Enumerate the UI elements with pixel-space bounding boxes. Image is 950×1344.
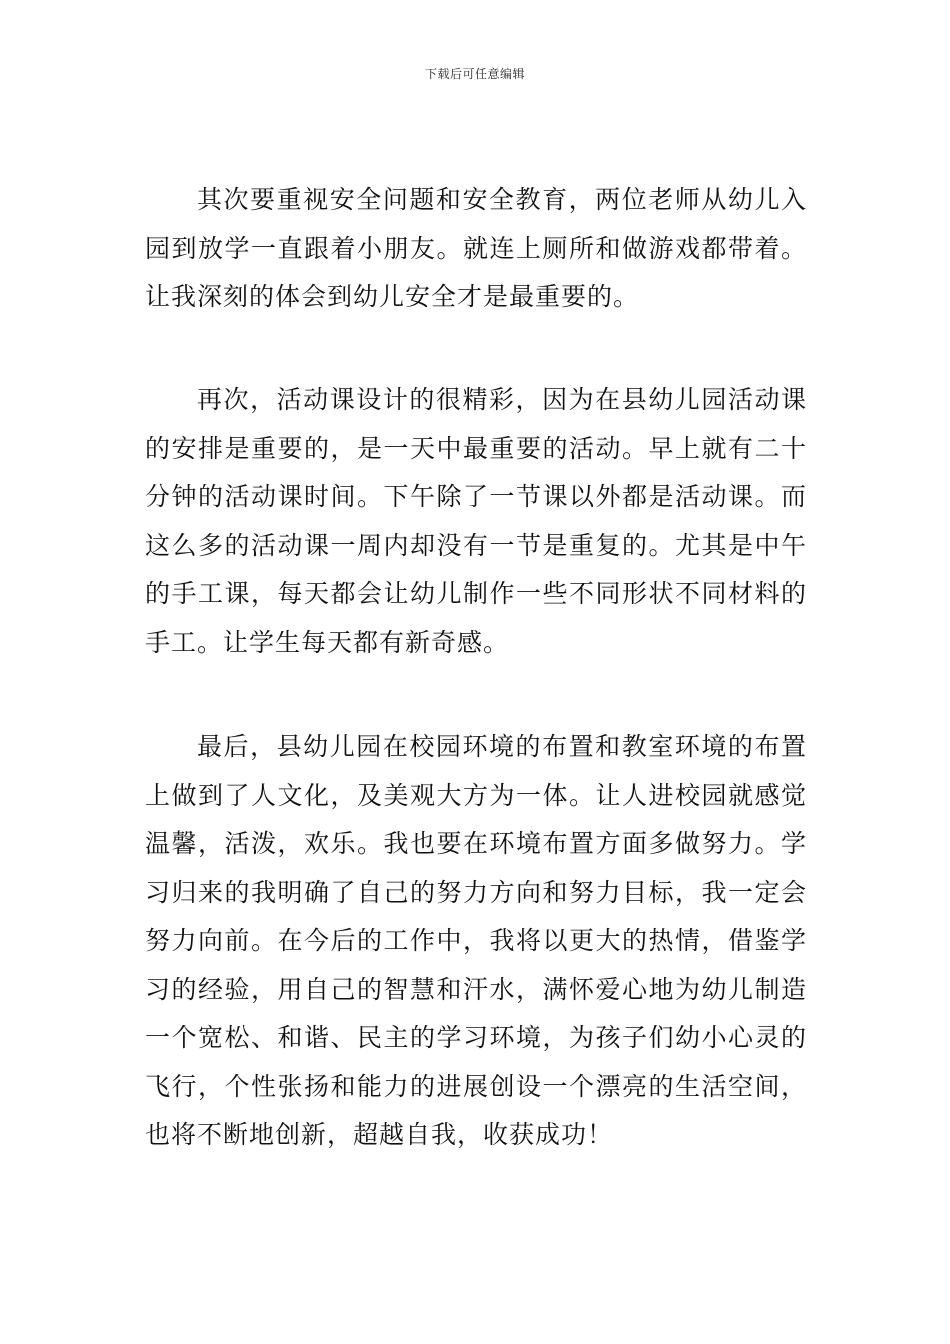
body-paragraph-2: 再次，活动课设计的很精彩，因为在县幼儿园活动课的安排是重要的，是一天中最重要的活动。早上就有二十分钟的活动课时间。下午除了一节课以外都是活动课。而这么多的活动课一周内却没有一节是重复的。尤其是中午的手工课，每天都会让幼儿制作一些不同形状不同材料的手工。让学生每天都有新奇感。 — [145, 385, 807, 657]
page-header-note: 下载后可任意编辑 — [424, 67, 525, 81]
body-paragraph-3: 最后，县幼儿园在校园环境的布置和教室环境的布置上做到了人文化，及美观大方为一体。让人进校园就感觉温馨，活泼，欢乐。我也要在环境布置方面多做努力。学习归来的我明确了自己的努力方向和努力目标，我一定会努力向前。在今后的工作中，我将以更大的热情，借鉴学习的经验，用自己的智慧和汗水，满怀爱心地为幼儿制造一个宽松、和谐、民主的学习环境，为孩子们幼小心灵的飞行，个性张扬和能力的进展创设一个漂亮的生活空间，也将不断地创新，超越自我，收获成功！ — [145, 732, 807, 1149]
body-paragraph-1: 其次要重视安全问题和安全教育，两位老师从幼儿入园到放学一直跟着小朋友。就连上厕所和做游戏都带着。让我深刻的体会到幼儿安全才是最重要的。 — [145, 185, 807, 311]
